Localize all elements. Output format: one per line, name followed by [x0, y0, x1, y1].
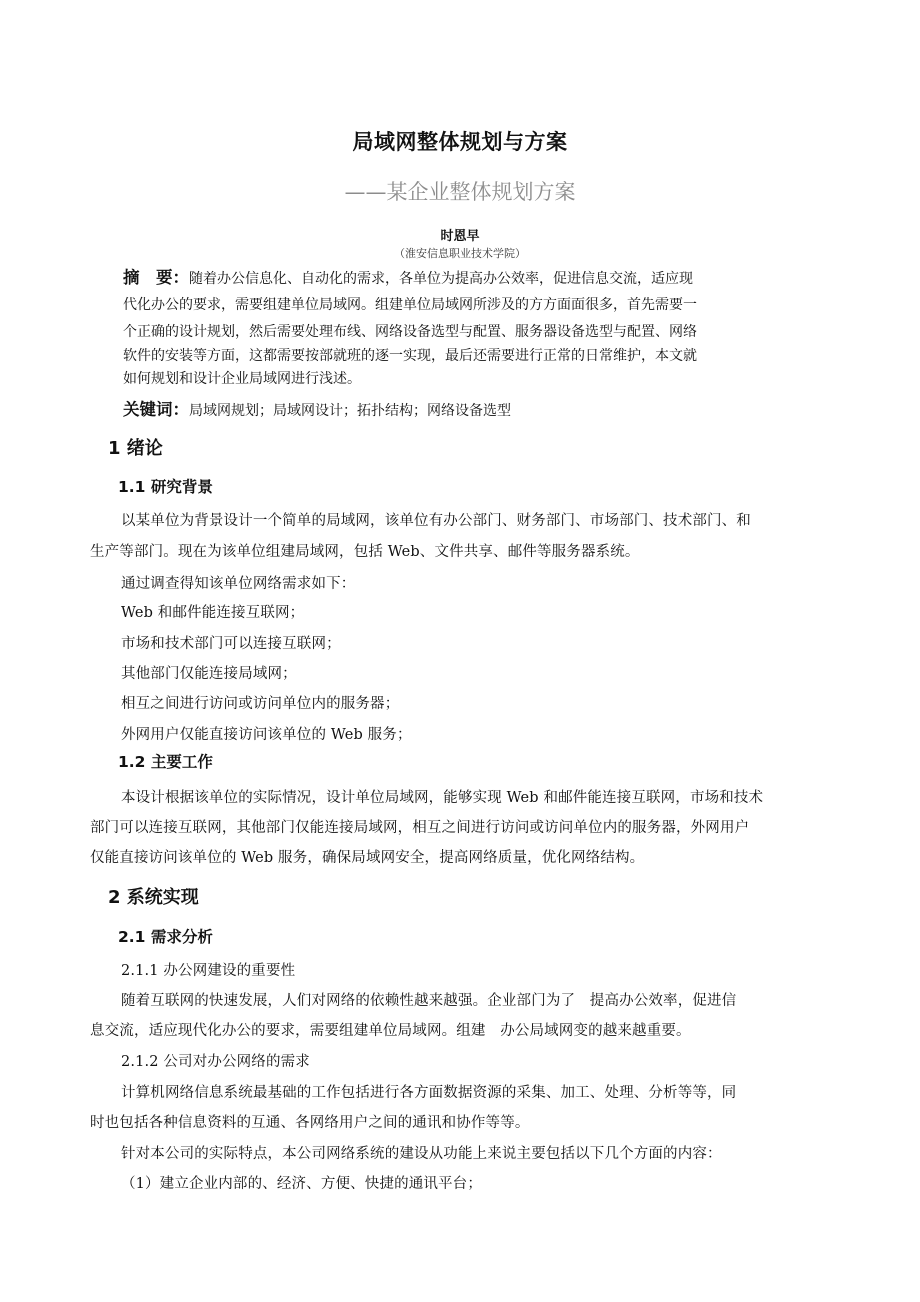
abstract-label: 摘 要： — [123, 268, 189, 287]
keywords — [123, 396, 511, 420]
paragraph-line: 随着互联网的快速发展，人们对网络的依赖性越来越强。企业部门为了 提高办公效率，促进信 — [121, 993, 737, 1009]
section-heading: 1 绪论 — [108, 438, 163, 459]
abstract-line: 代化办公的要求，需要组建单位局域网。组建单位局域网所涉及的方方面面很多，首先需要一 — [123, 297, 697, 313]
abstract-first-line — [123, 264, 693, 288]
requirement-item: 其他部门仅能连接局域网； — [121, 666, 297, 682]
abstract-line: 随着办公信息化、自动化的需求，各单位为提高办公效率，促进信息交流，适应现 — [189, 271, 693, 287]
paragraph-line: 以某单位为背景设计一个简单的局域网，该单位有办公部门、财务部门、市场部门、技术部门、和 — [121, 513, 751, 529]
requirement-item: Web 和邮件能连接互联网； — [121, 605, 305, 621]
document-subtitle: ——某企业整体规划方案 — [344, 180, 576, 204]
requirement-item: 相互之间进行访问或访问单位内的服务器； — [121, 696, 400, 712]
abstract-line: 软件的安装等方面，这都需要按部就班的逐一实现，最后还需要进行正常的日常维护，本文就 — [123, 348, 697, 364]
paragraph-line: 仅能直接访问该单位的 Web 服务，确保局域网安全，提高网络质量，优化网络结构。 — [90, 850, 645, 866]
subsubsection-heading: 2.1.1 办公网建设的重要性 — [121, 963, 296, 979]
author-affiliation: （淮安信息职业技术学院） — [394, 247, 526, 260]
paragraph-line: 时也包括各种信息资料的互通、各网络用户之间的通讯和协作等等。 — [90, 1115, 530, 1131]
requirement-item: 外网用户仅能直接访问该单位的 Web 服务； — [121, 727, 412, 743]
document-title: 局域网整体规划与方案 — [352, 130, 568, 154]
paragraph-line: 本设计根据该单位的实际情况，设计单位局域网，能够实现 Web 和邮件能连接互联网，市场和技术 — [121, 790, 764, 806]
paragraph-line: 部门可以连接互联网，其他部门仅能连接局域网，相互之间进行访问或访问单位内的服务器，外网用户 — [90, 820, 750, 836]
subsection-heading: 1.2 主要工作 — [118, 753, 213, 771]
abstract-line: 如何规划和设计企业局域网进行浅述。 — [123, 371, 361, 387]
paragraph-line: 息交流，适应现代化办公的要求，需要组建单位局域网。组建 办公局域网变的越来越重要。 — [90, 1023, 691, 1039]
requirement-item: 市场和技术部门可以连接互联网； — [121, 636, 341, 652]
paragraph-line: 生产等部门。现在为该单位组建局域网，包括 Web、文件共享、邮件等服务器系统。 — [90, 544, 640, 560]
list-item: （1）建立企业内部的、经济、方便、快捷的通讯平台； — [121, 1176, 482, 1192]
abstract-line: 个正确的设计规划，然后需要处理布线、网络设备选型与配置、服务器设备选型与配置、网络 — [123, 324, 697, 340]
keywords-label: 关键词： — [123, 400, 189, 419]
keywords-text: 局域网规划；局域网设计；拓扑结构；网络设备选型 — [189, 403, 511, 419]
subsubsection-heading: 2.1.2 公司对办公网络的需求 — [121, 1054, 310, 1070]
paragraph-line: 通过调查得知该单位网络需求如下： — [121, 576, 356, 592]
subsection-heading: 2.1 需求分析 — [118, 928, 213, 946]
paragraph-line: 计算机网络信息系统最基础的工作包括进行各方面数据资源的采集、加工、处理、分析等等，同 — [121, 1085, 737, 1101]
subsection-heading: 1.1 研究背景 — [118, 478, 213, 496]
author-name: 时恩早 — [440, 229, 480, 244]
section-heading: 2 系统实现 — [108, 887, 199, 908]
paragraph-line: 针对本公司的实际特点，本公司网络系统的建设从功能上来说主要包括以下几个方面的内容： — [121, 1146, 722, 1162]
